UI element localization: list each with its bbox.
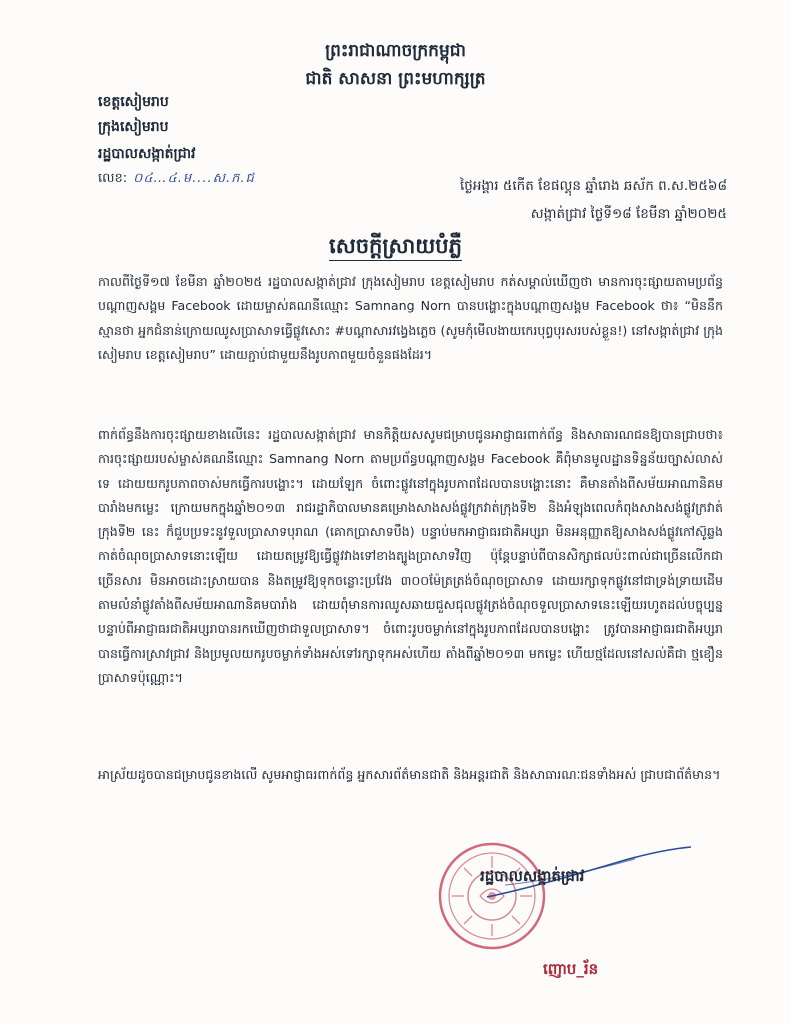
solar-date: សង្កាត់ជ្រាវ ថ្ងៃទី១៨ ខែមីនា ឆ្នាំ២០២៥ <box>530 206 727 222</box>
province-name: ខេត្តសៀមរាប <box>98 94 169 110</box>
reference-number <box>98 170 255 189</box>
paragraph-2: ពាក់ព័ន្ធនឹងការចុះផ្សាយខាងលើនេះ រដ្ឋបាលសង្កាត់ជ្រាវ មានកិត្តិយសសូមជម្រាបជូនអាជ្ញាធរពាក់ព័ន្ធ និងសាធារណជនឱ្យបានជ្រាបថា៖ ការចុះផ្សាយរបស់ម្ចាស់គណនីឈ្មោះ Samnang Norn តាមប្រព័ន្ធបណ្តាញសង្គម Facebook គឺពុំមានមូលដ្ឋានទិន្នន័យច្បាស់លាស់ទេ ដោយយករូបភាពចាស់មកធ្វើការបង្ហោះ។ ដោយឡែក ចំពោះផ្លូវនៅក្នុងរូបភាពដែលបានបង្ហោះនោះ គឺមានតាំងពីសម័យអាណានិគមបារាំងមកម្លេះ ក្រោយមកក្នុងឆ្នាំ២០១៣ រាជរដ្ឋាភិបាលមានគម្រោងសាងសង់ផ្លូវក្រវាត់ក្រុងទី២ និងអំឡុងពេលកំពុងសាងសង់ផ្លូវក្រវាត់ក្រុងទី២ នេះ ក៏ជួបប្រទះនូវទួលប្រាសាទបុរាណ (គោកប្រាសាទបឹង) បន្ទាប់មកអាជ្ញាធរជាតិអប្សរា មិនអនុញ្ញាតឱ្យសាងសង់ផ្លូវកៅស៊ូឆ្លងកាត់ចំណុចប្រាសាទនោះឡើយ ដោយតម្រូវឱ្យធ្វើផ្លូវវាងទៅខាងត្បូងប្រាសាទវិញ ប៉ុន្តែបន្ទាប់ពីបានសិក្សាផលប៉ះពាល់ជាច្រើនលើកជាច្រើនសារ មិនអាចដោះស្រាយបាន និងតម្រូវឱ្យទុកចន្លោះប្រវែង ៣០០ម៉ែត្រត្រង់ចំណុចប្រាសាទ ដោយរក្សាទុកផ្លូវនៅជាទ្រង់ទ្រាយដើមតាមលំនាំផ្លូវតាំងពីសម័យអាណានិគមបារាំង ដោយពុំមានការឈូសឆាយជួសជុលផ្លូវត្រង់ចំណុចទួលប្រាសាទនេះឡើយរហូតដល់បច្ចុប្បន្ន បន្ទាប់ពីអាជ្ញាធរជាតិអប្សរាបានរកឃើញថាជាទួលប្រាសាទ។ ចំពោះរូបចម្លាក់នៅក្នុងរូបភាពដែលបានបង្ហោះ ត្រូវបានអាជ្ញាធរជាតិអប្សរា បានធ្វើការស្រាវជ្រាវ និងប្រមូលយករូបចម្លាក់ទាំងអស់ទៅរក្សាទុកអស់ហើយ តាំងពីឆ្នាំ២០១៣ មកម្លេះ ហើយថ្មដែលនៅសល់គឺជា ថ្មខឿនប្រាសាទប៉ុណ្ណោះ។ <box>98 427 723 685</box>
kingdom-header: ព្រះរាជាណាចក្រកម្ពុជា <box>325 41 466 61</box>
signatory-office: រដ្ឋបាលសង្កាត់ជ្រាវ <box>480 867 585 885</box>
paragraph-1: កាលពីថ្ងៃទី១៧ ខែមីនា ឆ្នាំ២០២៥ រដ្ឋបាលសង្កាត់ជ្រាវ ក្រុងសៀមរាប ខេត្តសៀមរាប កត់សម្គាល់ឃើញថា មានការចុះផ្សាយតាមប្រព័ន្ធបណ្តាញសង្គម Facebook ដោយម្ចាស់គណនីឈ្មោះ Samnang Norn បានបង្ហោះក្នុងបណ្តាញសង្គម Facebook ថា៖ “មិននឹកស្មានថា អ្នកជំនាន់ក្រោយឈូសប្រាសាទធ្វើផ្លូវសោះ #បណ្តាសារវង្វេងភ្លេច (សូមកុំមើលងាយកេរបុព្វបុរសរបស់ខ្លួន!) នៅសង្កាត់ជ្រាវ ក្រុងសៀមរាប ខេត្តសៀមរាប” ដោយភ្ជាប់ជាមួយនឹងរូបភាពមួយចំនួនផងដែរ។ <box>98 274 723 362</box>
paragraph-3: អាស្រ័យដូចបានជម្រាបជូនខាងលើ សូមអាជ្ញាធរពាក់ព័ន្ធ អ្នកសារព័ត៌មានជាតិ និងអន្តរជាតិ និងសាធារណៈជនទាំងអស់ ជ្រាបជាព័ត៌មាន។ <box>98 767 721 782</box>
reference-label: លេខ: <box>98 171 128 186</box>
national-motto: ជាតិ សាសនា ព្រះមហាក្សត្រ <box>305 69 486 89</box>
signatory-name: ញោប_រ័ន <box>543 960 599 978</box>
office-name: រដ្ឋបាលសង្កាត់ជ្រាវ <box>98 146 196 162</box>
lunar-date: ថ្ងៃអង្គារ ៥កេីត ខែផល្គុន ឆ្នាំរោង ឆស័ក ព.ស.២៥៦៨ <box>459 178 727 194</box>
document-title <box>0 233 791 264</box>
city-name: ក្រុងសៀមរាប <box>98 119 169 135</box>
reference-value: ០៤…៤.ម....ស.ក.ជ <box>133 171 255 186</box>
document-title-text: សេចក្តីស្រាយបំភ្លឺ <box>329 234 462 261</box>
